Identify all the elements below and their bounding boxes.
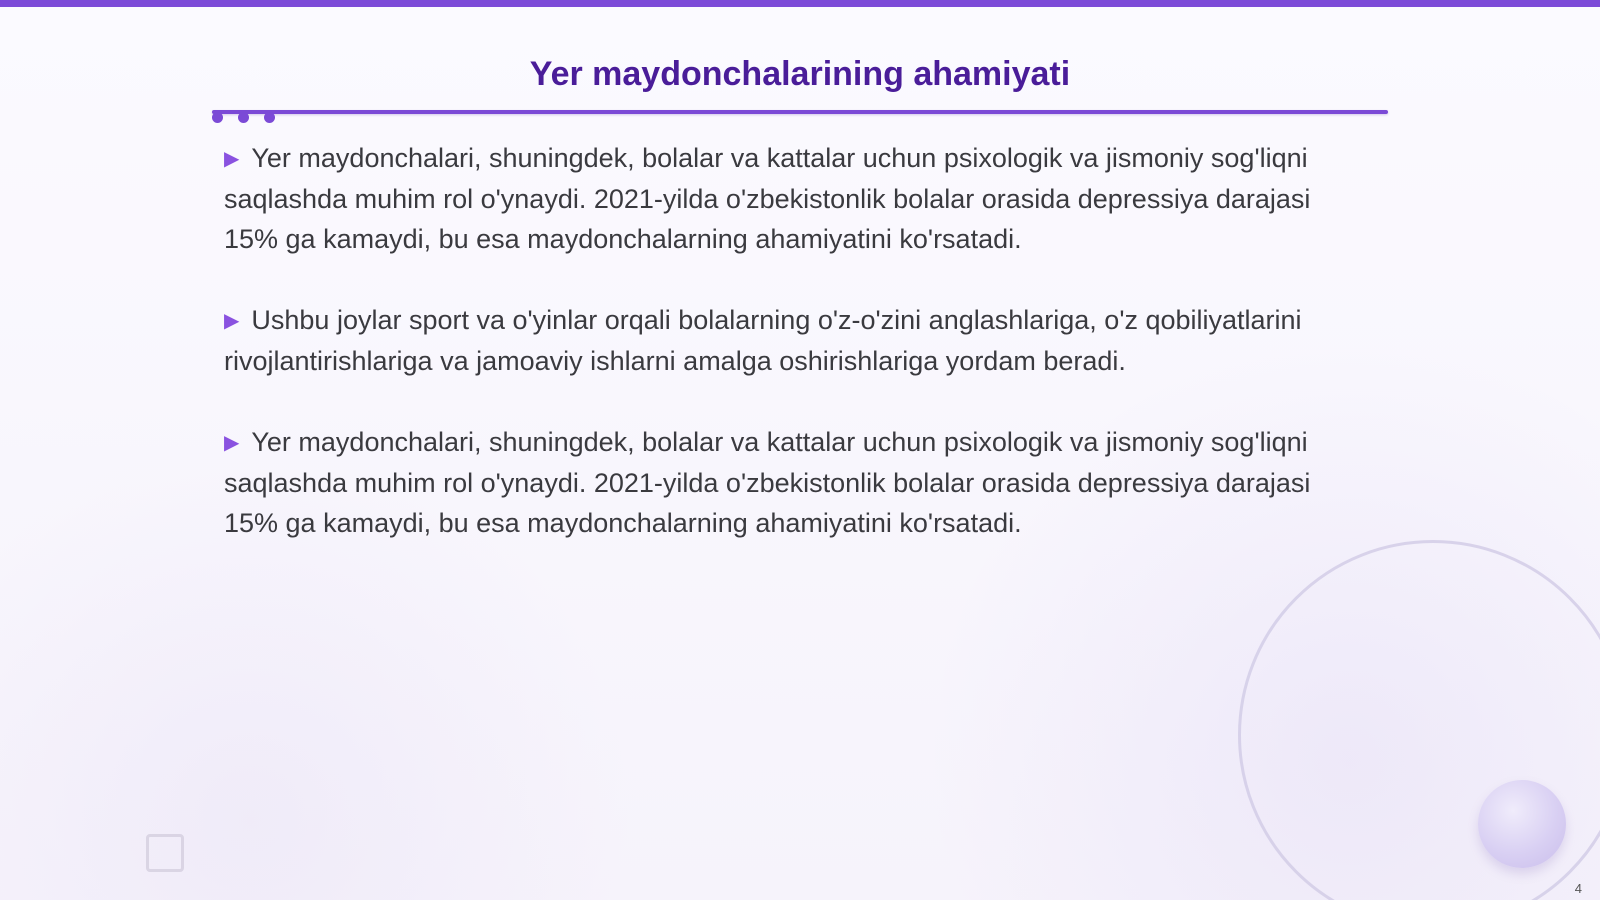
title-underline bbox=[212, 110, 1388, 114]
bullet-list bbox=[224, 138, 1344, 543]
decorative-square bbox=[146, 834, 184, 872]
slide-title: Yer maydonchalarining ahamiyati bbox=[529, 55, 1071, 93]
decorative-sphere bbox=[1478, 780, 1566, 868]
decor-dot bbox=[264, 112, 275, 123]
bullet-text: Yer maydonchalari, shuningdek, bolalar va kattalar uchun psixologik va jismoniy sog'liqni saqlashda muhim rol o'ynaydi. 2021-yilda o'zbekistonlik bolalar orasida depressiya darajasi 15% ga kamaydi, bu esa maydonchalarning ahamiyatini ko'rsatadi. bbox=[224, 427, 1311, 538]
bullet-arrow-icon: ▶ bbox=[224, 432, 240, 454]
bullet-item bbox=[224, 300, 1344, 381]
bullet-arrow-icon: ▶ bbox=[224, 310, 240, 332]
title-dots bbox=[212, 112, 292, 124]
bullet-text: Ushbu joylar sport va o'yinlar orqali bolalarning o'z-o'zini anglashlariga, o'z qobiliyatlarini rivojlantirishlariga va jamoaviy ishlarni amalga oshirishlariga yordam beradi. bbox=[224, 305, 1302, 376]
decor-dot bbox=[238, 112, 249, 123]
page-number: 4 bbox=[1574, 881, 1582, 896]
top-accent-bar bbox=[0, 0, 1600, 7]
bullet-text: Yer maydonchalari, shuningdek, bolalar va kattalar uchun psixologik va jismoniy sog'liqni saqlashda muhim rol o'ynaydi. 2021-yilda o'zbekistonlik bolalar orasida depressiya darajasi 15% ga kamaydi, bu esa maydonchalarning ahamiyatini ko'rsatadi. bbox=[224, 143, 1311, 254]
bullet-arrow-icon: ▶ bbox=[224, 148, 240, 170]
decor-dot bbox=[212, 112, 223, 123]
bullet-item bbox=[224, 422, 1344, 543]
bullet-item bbox=[224, 138, 1344, 259]
